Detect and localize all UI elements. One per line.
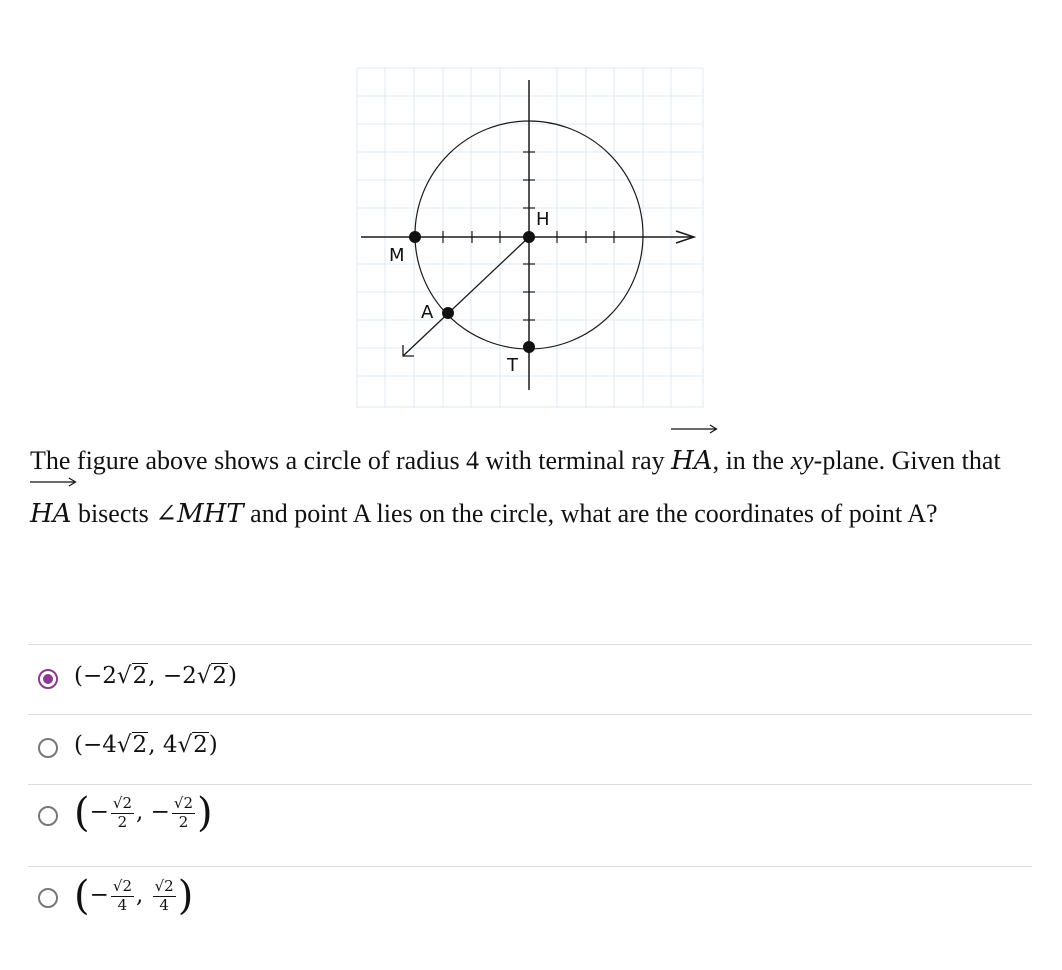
choice-a[interactable] <box>28 644 1032 714</box>
question-part-1: The figure above shows a circle of radius 4 with terminal ray <box>30 446 672 475</box>
question-part-4: bisects <box>71 499 156 528</box>
point-a <box>442 307 454 319</box>
radio-icon[interactable] <box>38 806 58 826</box>
radio-icon[interactable] <box>38 738 58 758</box>
choice-c[interactable] <box>28 784 1032 866</box>
label-m: M <box>389 245 405 266</box>
choice-b[interactable] <box>28 714 1032 784</box>
ray-ha-notation: HA <box>671 432 712 485</box>
choice-d-expression: (− $\frac{√2}{4}$ , $\frac{√2}{4}$ ) <box>74 873 194 919</box>
point-m <box>409 231 421 243</box>
choice-d[interactable] <box>28 866 1032 946</box>
question-part-2: , in the <box>712 446 791 475</box>
label-t: T <box>507 355 518 376</box>
point-t <box>523 341 535 353</box>
answer-choices <box>28 644 1032 946</box>
angle-mht: ∠MHT <box>155 499 244 529</box>
question-text <box>30 432 1040 538</box>
circle-figure <box>354 64 706 410</box>
question-part-3: -plane. Given that <box>813 446 1001 475</box>
radio-icon[interactable] <box>38 888 58 908</box>
choice-b-expression: (−4√2, 4√2) <box>74 732 218 758</box>
radio-selected-icon[interactable] <box>38 669 58 689</box>
ray-ha <box>403 237 529 356</box>
label-h: H <box>536 209 550 230</box>
ray-ha-notation-2: HA <box>30 485 71 538</box>
choice-c-expression: (− $\frac{√2}{2}$ , − $\frac{√2}{2}$ ) <box>74 790 213 836</box>
question-part-5: and point A lies on the circle, what are the coordinates of point A? <box>243 499 938 528</box>
point-h <box>523 231 535 243</box>
plane-variable: xy <box>790 446 814 475</box>
choice-a-expression: (−2√2, −2√2) <box>74 663 237 689</box>
label-a: A <box>421 302 434 323</box>
